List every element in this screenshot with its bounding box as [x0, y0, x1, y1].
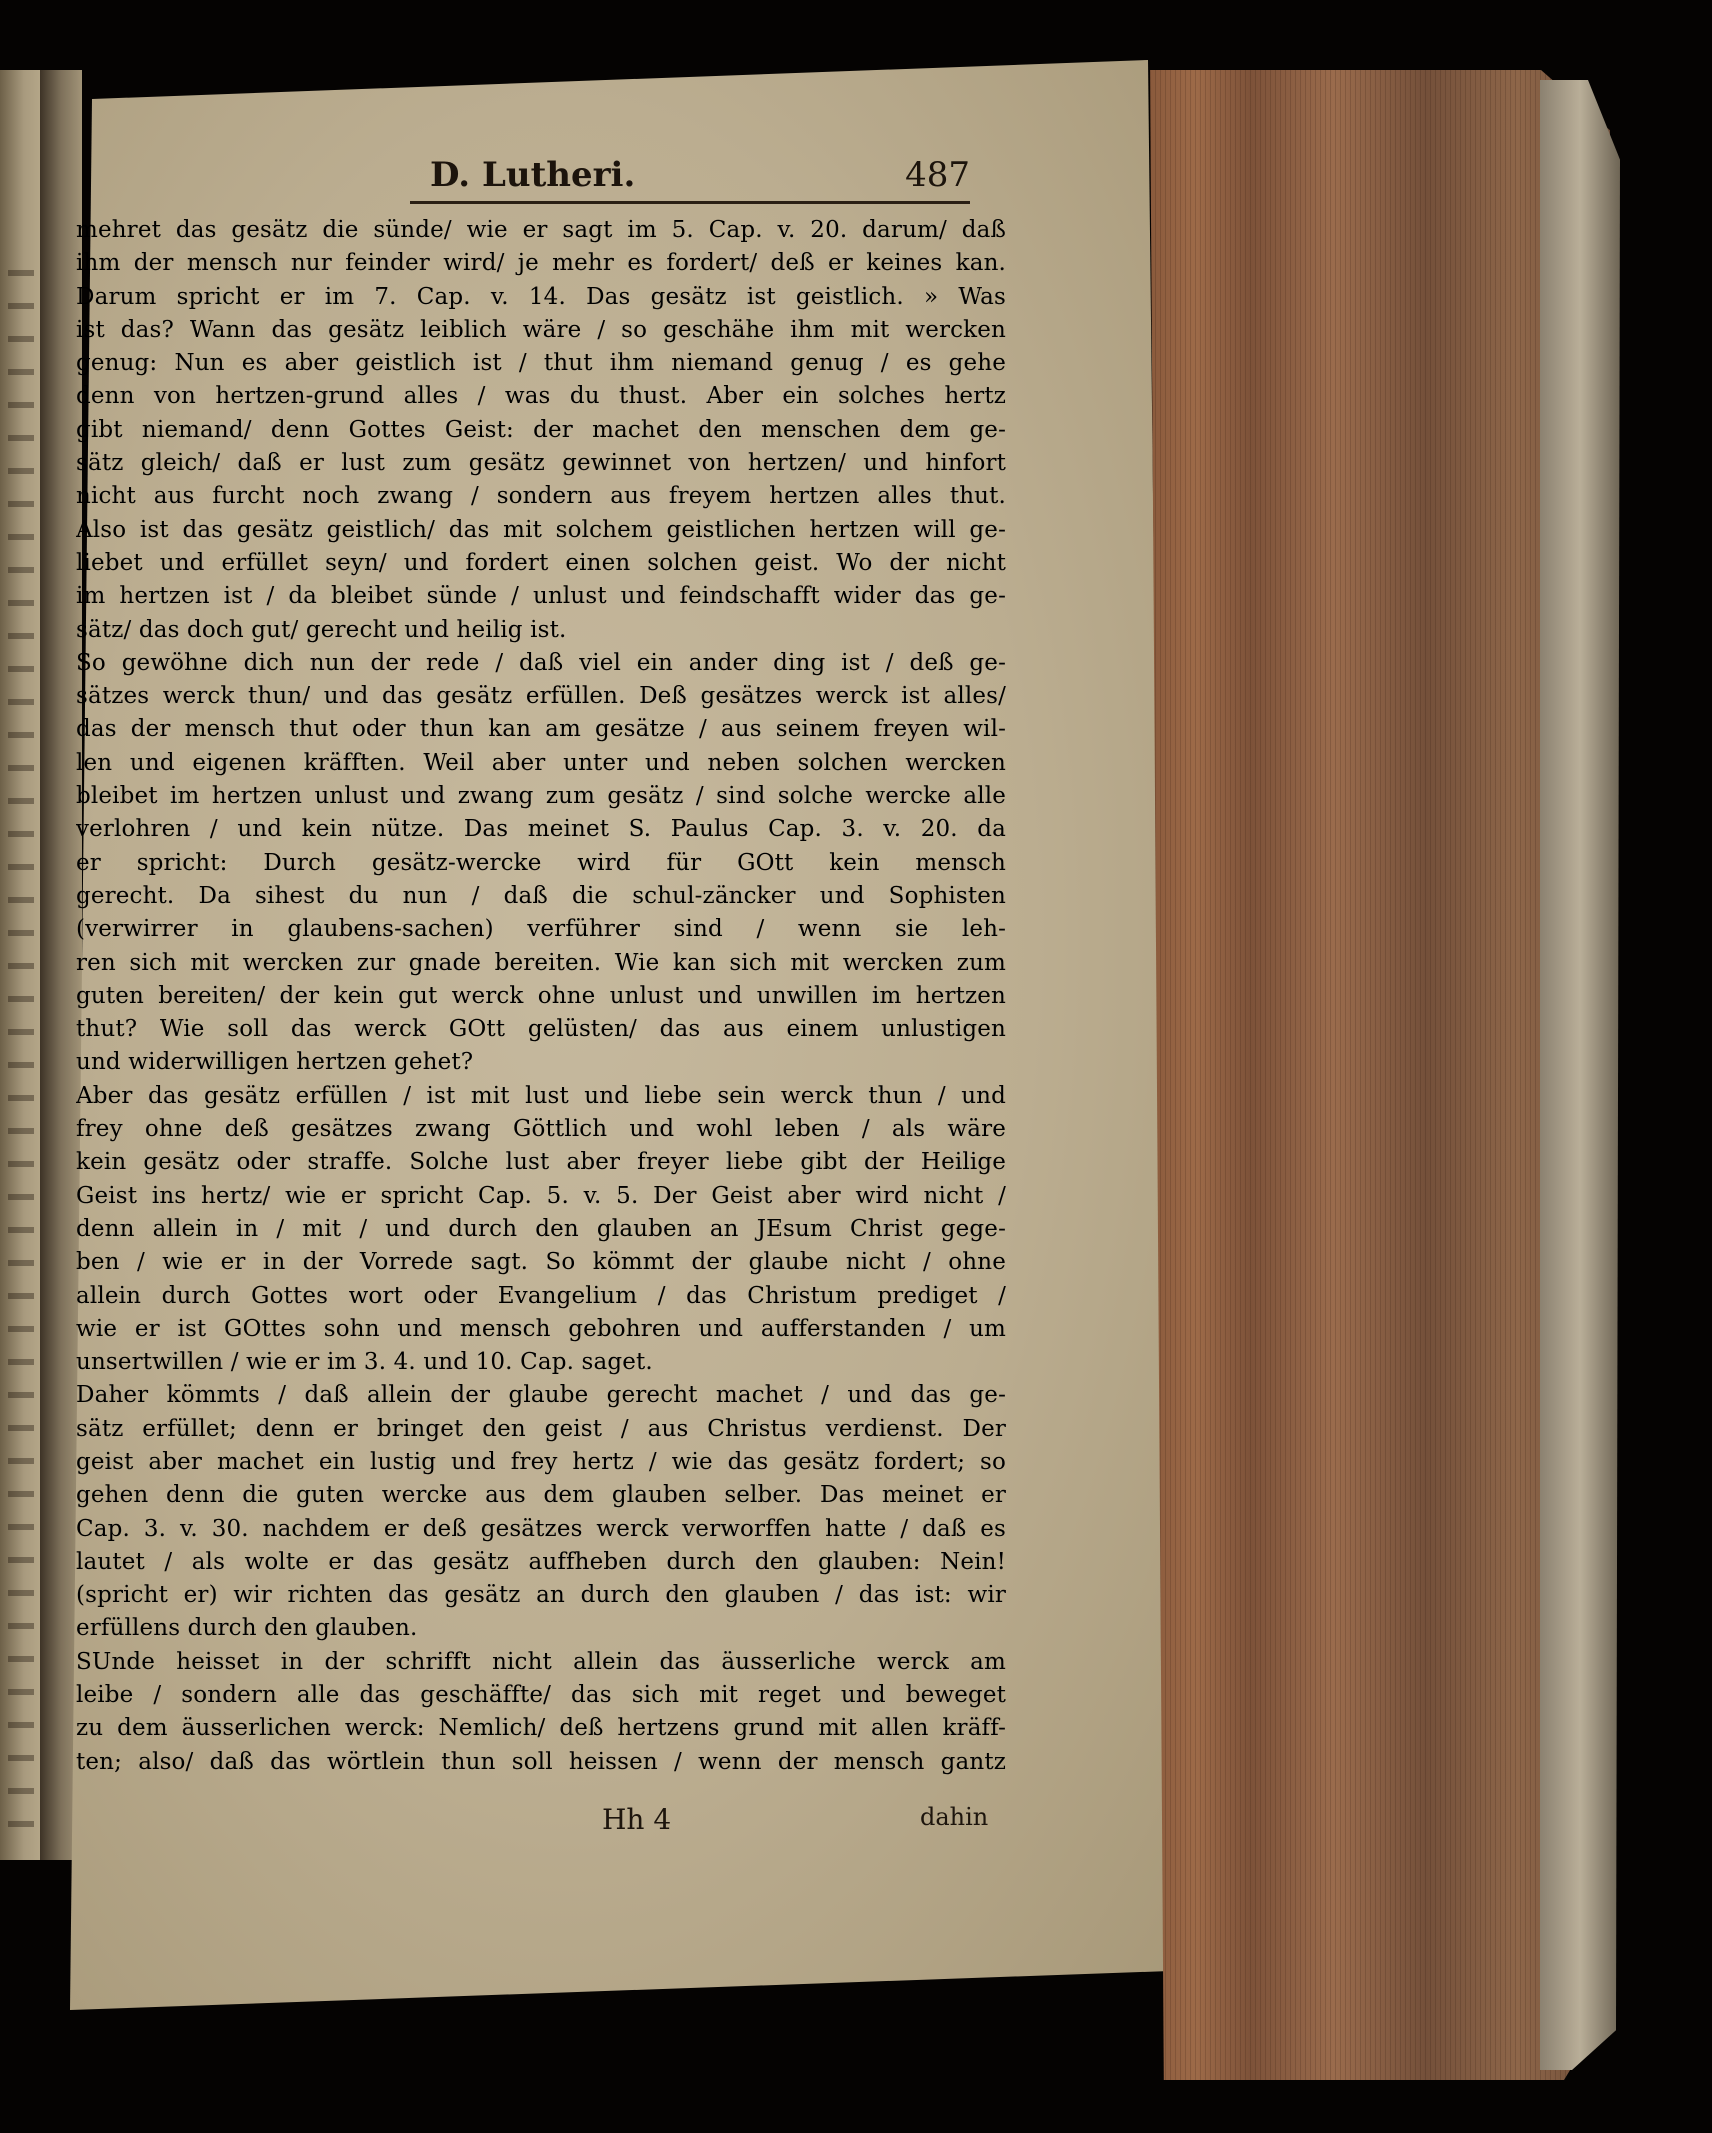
running-head: D. Lutheri. [430, 155, 636, 195]
text-line: thut? Wie soll das werck GOtt gelüsten/ das aus einem unlustigen [76, 1016, 1006, 1043]
text-line: im hertzen ist / da bleibet sünde / unlust und feindschafft wider das ge- [76, 583, 1006, 610]
text-line: denn allein in / mit / und durch den glauben an JEsum Christ gege- [76, 1215, 1006, 1242]
book-cover-edge [1540, 80, 1620, 2070]
text-line: bleibet im hertzen unlust und zwang zum gesätz / sind solche wercke alle [76, 783, 1006, 810]
text-line: das der mensch thut oder thun kan am gesätze / aus seinem freyen wil- [76, 716, 1006, 743]
text-line: ihm der mensch nur feinder wird/ je mehr es fordert/ deß er keines kan. [76, 250, 1006, 277]
text-line: kein gesätz oder straffe. Solche lust aber freyer liebe gibt der Heilige [76, 1149, 1006, 1176]
page-number: 487 [905, 155, 970, 195]
text-line: ben / wie er in der Vorrede sagt. So kömmt der glaube nicht / ohne [76, 1249, 1006, 1276]
text-line: Aber das gesätz erfüllen / ist mit lust und liebe sein werck thun / und [76, 1082, 1006, 1109]
text-line: erfüllens durch den glauben. [76, 1615, 418, 1642]
text-line: genug: Nun es aber geistlich ist / thut ihm niemand genug / es gehe [76, 350, 1006, 377]
text-line: gibt niemand/ denn Gottes Geist: der machet den menschen dem ge- [76, 416, 1006, 443]
text-line: (spricht er) wir richten das gesätz an durch den glauben / das ist: wir [76, 1582, 1006, 1609]
text-line: mehret das gesätz die sünde/ wie er sagt im 5. Cap. v. 20. darum/ daß [76, 217, 1006, 243]
text-line: er spricht: Durch gesätz-wercke wird für GOtt kein mensch [76, 849, 1006, 876]
text-line: gehen denn die guten wercke aus dem glauben selber. Das meinet er [76, 1482, 1006, 1509]
text-line: verlohren / und kein nütze. Das meinet S. Paulus Cap. 3. v. 20. da [76, 816, 1006, 843]
text-line: sätz erfüllet; denn er bringet den geist / aus Christus verdienst. Der [76, 1415, 1006, 1442]
text-line: So gewöhne dich nun der rede / daß viel ein ander ding ist / deß ge- [76, 649, 1006, 676]
text-line: liebet und erfüllet seyn/ und fordert einen solchen geist. Wo der nicht [76, 549, 1006, 576]
text-line: allein durch Gottes wort oder Evangelium / das Christum prediget / [76, 1282, 1006, 1309]
text-line: frey ohne deß gesätzes zwang Göttlich und wohl leben / als wäre [76, 1116, 1006, 1143]
text-line: leibe / sondern alle das geschäffte/ das sich mit reget und beweget [76, 1682, 1006, 1709]
text-line: guten bereiten/ der kein gut werck ohne unlust und unwillen im hertzen [76, 982, 1006, 1009]
facing-page-text-fragment [8, 270, 34, 1830]
text-line: geist aber machet ein lustig und frey hertz / wie das gesätz fordert; so [76, 1448, 1006, 1475]
text-line: (verwirrer in glaubens-sachen) verführer sind / wenn sie leh- [76, 916, 1006, 943]
text-line: ist das? Wann das gesätz leiblich wäre / so geschähe ihm mit wercken [76, 316, 1006, 343]
body-text [76, 214, 1006, 1779]
text-line: nicht aus furcht noch zwang / sondern aus freyem hertzen alles thut. [76, 483, 1006, 510]
text-line: Daher kömmts / daß allein der glaube gerecht machet / und das ge- [76, 1382, 1006, 1409]
text-line: gerecht. Da sihest du nun / daß die schul-zäncker und Sophisten [76, 882, 1006, 909]
text-line: zu dem äusserlichen werck: Nemlich/ deß hertzens grund mit allen kräff- [76, 1715, 1006, 1742]
text-line: Geist ins hertz/ wie er spricht Cap. 5. v. 5. Der Geist aber wird nicht / [76, 1182, 1006, 1209]
text-line: sätz/ das doch gut/ gerecht und heilig ist. [76, 616, 567, 643]
text-line: ten; also/ daß das wörtlein thun soll heissen / wenn der mensch gantz [76, 1748, 1006, 1775]
text-line: Darum spricht er im 7. Cap. v. 14. Das gesätz ist geistlich. » Was [76, 283, 1006, 310]
header-rule [410, 201, 970, 204]
text-line: Also ist das gesätz geistlich/ das mit solchem geistlichen hertzen will ge- [76, 516, 1006, 543]
text-line: sätzes werck thun/ und das gesätz erfüllen. Deß gesätzes werck ist alles/ [76, 683, 1006, 710]
page-header [410, 155, 970, 203]
text-line: SUnde heisset in der schrifft nicht allein das äusserliche werck am [76, 1648, 1006, 1675]
catchword: dahin [920, 1803, 989, 1831]
text-line: Cap. 3. v. 30. nachdem er deß gesätzes werck verworffen hatte / daß es [76, 1515, 1006, 1542]
text-line: wie er ist GOttes sohn und mensch gebohren und aufferstanden / um [76, 1315, 1006, 1342]
text-line: unsertwillen / wie er im 3. 4. und 10. Cap. saget. [76, 1349, 653, 1376]
text-line: und widerwilligen hertzen gehet? [76, 1049, 474, 1076]
signature-mark: Hh 4 [602, 1803, 672, 1836]
text-line: sätz gleich/ daß er lust zum gesätz gewinnet von hertzen/ und hinfort [76, 450, 1006, 477]
text-line: lautet / als wolte er das gesätz auffheben durch den glauben: Nein! [76, 1548, 1006, 1575]
facing-page-edge [0, 70, 40, 1860]
text-line: ren sich mit wercken zur gnade bereiten. Wie kan sich mit wercken zum [76, 949, 1006, 976]
text-line: denn von hertzen-grund alles / was du thust. Aber ein solches hertz [76, 383, 1006, 410]
text-line: len und eigenen kräfften. Weil aber unter und neben solchen wercken [76, 749, 1006, 776]
